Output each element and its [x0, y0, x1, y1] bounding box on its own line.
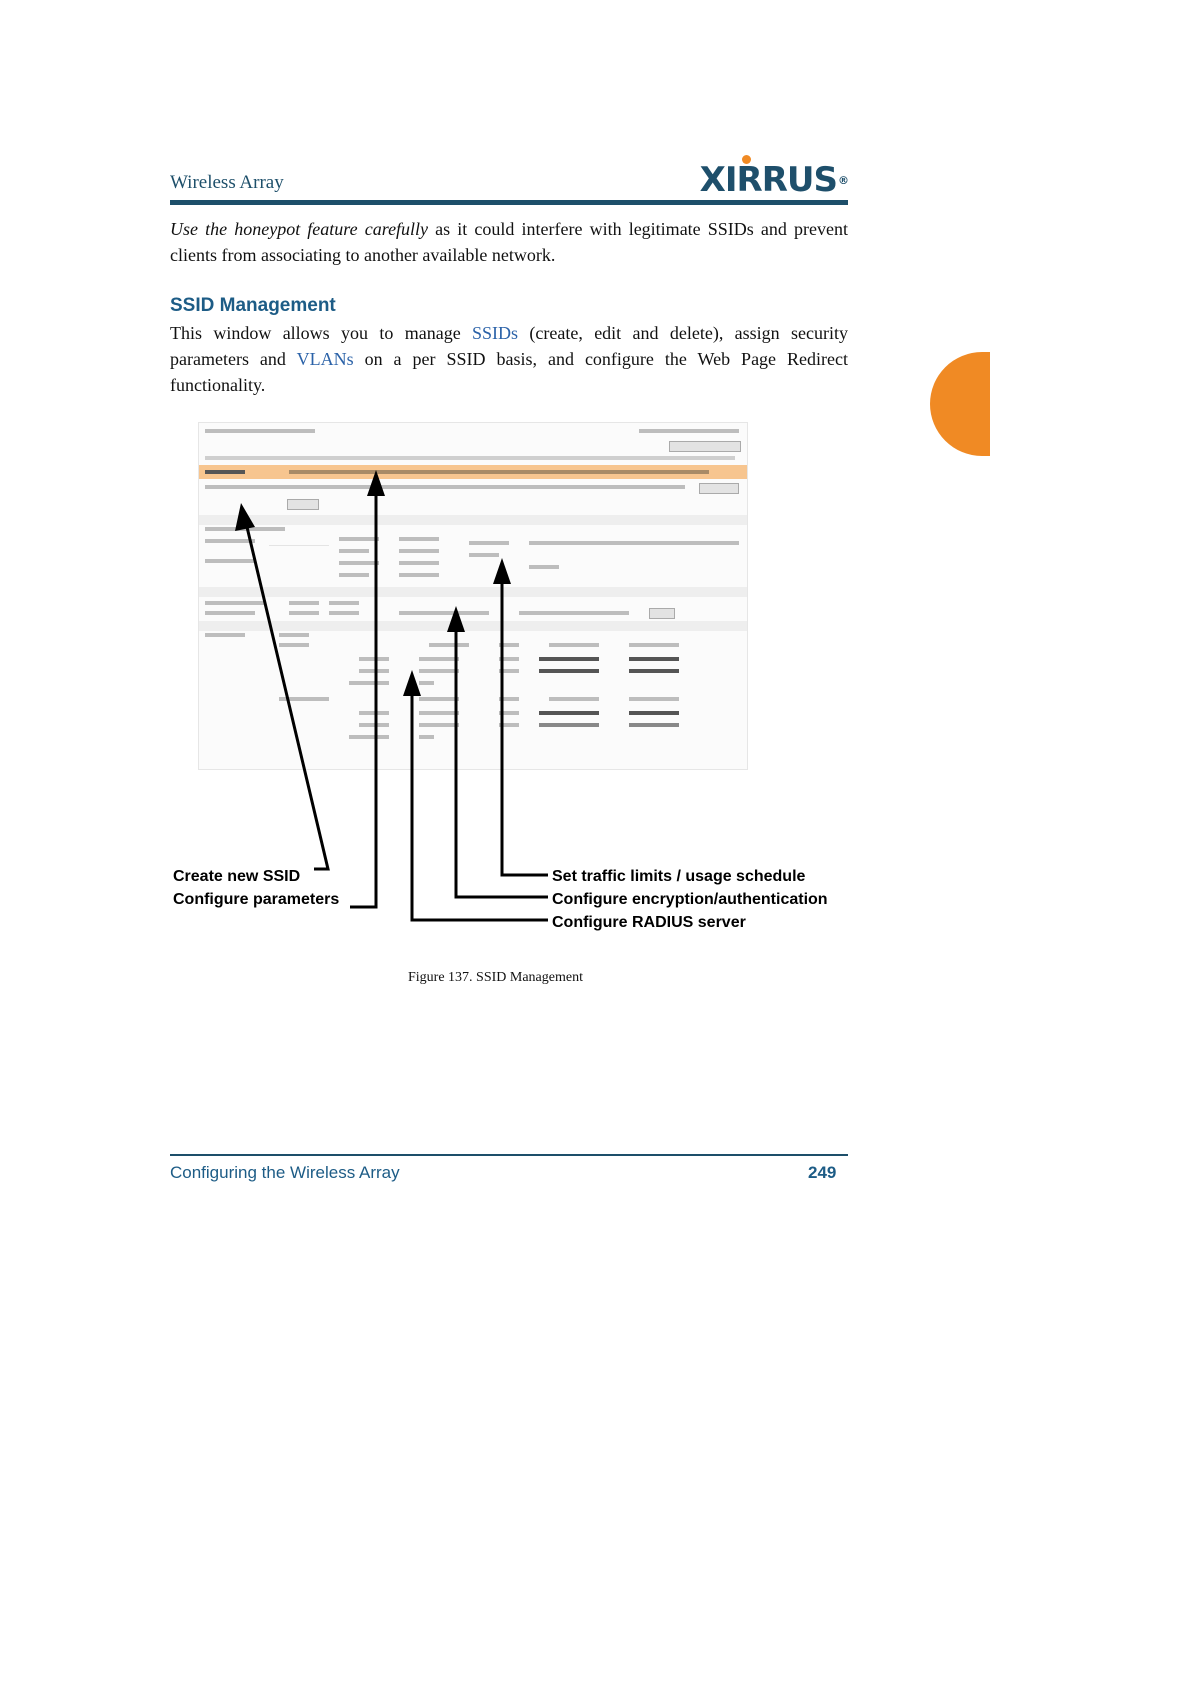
- radius-arrow-line: [412, 692, 548, 920]
- callout-configure-parameters: Configure parameters: [173, 891, 340, 908]
- ssids-link[interactable]: SSIDs: [472, 323, 519, 343]
- figure-caption: Figure 137. SSID Management: [408, 970, 583, 985]
- parameters-arrowhead: [367, 470, 385, 496]
- intro-italic: Use the honeypot feature carefully: [170, 219, 429, 239]
- callout-traffic-limits: Set traffic limits / usage schedule: [552, 868, 806, 885]
- footer-chapter-title: Configuring the Wireless Array: [170, 1163, 400, 1182]
- radius-arrowhead: [403, 670, 421, 696]
- section-paragraph: This window allows you to manage SSIDs (create, edit and delete), assign security parameters and VLANs on a per SSID basis, and configure the Web Page Redirect functionality.: [170, 323, 849, 395]
- running-header-title: Wireless Array: [170, 172, 284, 193]
- intro-text: as it could interfere with legitimate SSIDs and prevent clients from associating to another available network.: [170, 219, 848, 265]
- xirrus-logo: XIRRUS ®: [699, 160, 848, 200]
- footer-rule: [170, 1154, 848, 1156]
- callout-encryption: Configure encryption/authentication: [552, 891, 828, 908]
- section-heading: SSID Management: [170, 295, 336, 316]
- parameters-arrow-line: [350, 492, 376, 907]
- traffic-arrowhead: [493, 558, 511, 584]
- page-number: 249: [808, 1163, 837, 1182]
- callout-create-ssid: Create new SSID: [173, 868, 301, 885]
- callout-radius: Configure RADIUS server: [552, 914, 746, 931]
- encryption-arrowhead: [447, 606, 465, 632]
- create-ssid-arrowhead: [235, 503, 255, 531]
- traffic-arrow-line: [502, 580, 548, 875]
- create-ssid-arrow-line: [247, 527, 328, 869]
- vlans-link[interactable]: VLANs: [296, 349, 354, 369]
